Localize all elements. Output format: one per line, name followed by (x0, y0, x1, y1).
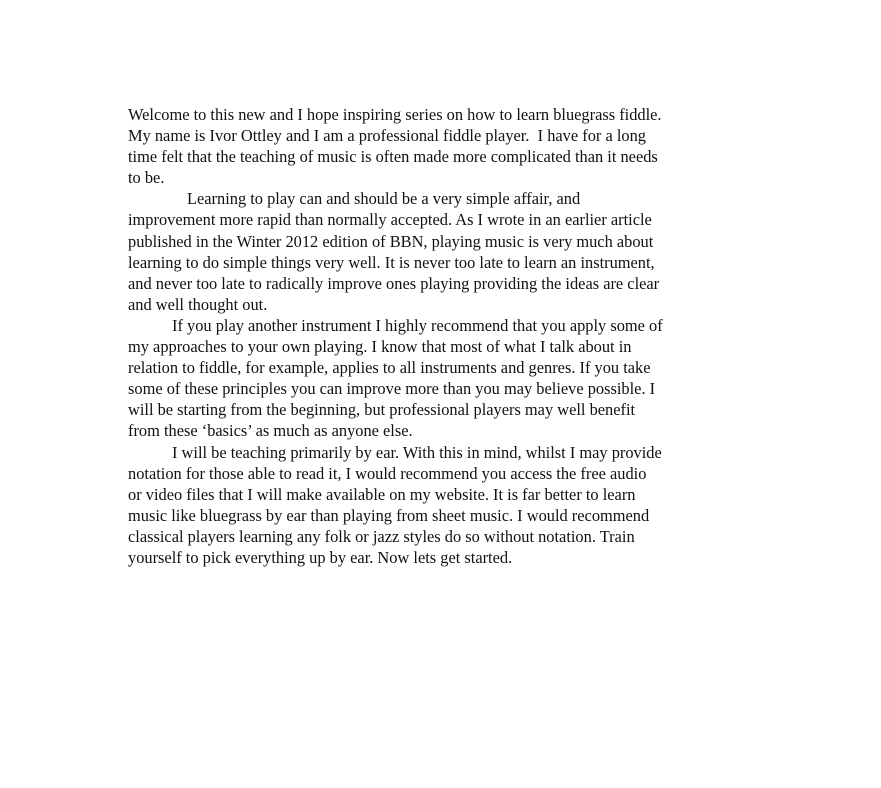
text-line: and well thought out. (128, 294, 268, 314)
text-line: If you play another instrument I highly recommend that you apply some of (172, 315, 663, 335)
text-line: My name is Ivor Ottley and I am a professional fiddle player. I have for a long (128, 126, 646, 146)
text-line: notation for those able to read it, I would recommend you access the free audio (128, 463, 647, 483)
text-line: Welcome to this new and I hope inspiring series on how to learn bluegrass fiddle. (128, 105, 662, 124)
text-line: published in the Winter 2012 edition of BBN, playing music is very much about (128, 231, 654, 251)
text-line: will be starting from the beginning, but professional players may well benefit (128, 400, 636, 420)
text-line: and never too late to radically improve ones playing providing the ideas are clear (128, 273, 660, 293)
text-line: learning to do simple things very well. It is never too late to learn an instrument, (128, 252, 655, 272)
text-line: Learning to play can and should be a very simple affair, and (187, 189, 581, 209)
paragraph-by-ear (128, 442, 760, 569)
text-line: time felt that the teaching of music is often made more complicated than it needs (128, 147, 658, 167)
text-line: classical players learning any folk or jazz styles do so without notation. Train (128, 526, 635, 546)
paragraph-learning (128, 188, 760, 315)
text-line: to be. (128, 168, 165, 188)
text-line: my approaches to your own playing. I know that most of what I talk about in (128, 337, 632, 357)
text-line: from these ‘basics’ as much as anyone else. (128, 421, 413, 441)
text-line: relation to fiddle, for example, applies to all instruments and genres. If you take (128, 358, 651, 378)
text-line: improvement more rapid than normally accepted. As I wrote in an earlier article (128, 210, 652, 230)
text-line: or video files that I will make available on my website. It is far better to learn (128, 484, 636, 504)
text-line: yourself to pick everything up by ear. Now lets get started. (128, 547, 513, 567)
text-line: I will be teaching primarily by ear. With this in mind, whilst I may provide (172, 442, 662, 462)
text-line: some of these principles you can improve more than you may believe possible. I (128, 379, 656, 399)
paragraph-other-instruments (128, 315, 760, 442)
paragraph-intro (128, 104, 760, 188)
text-line: music like bluegrass by ear than playing from sheet music. I would recommend (128, 505, 650, 525)
article-body (128, 104, 760, 568)
